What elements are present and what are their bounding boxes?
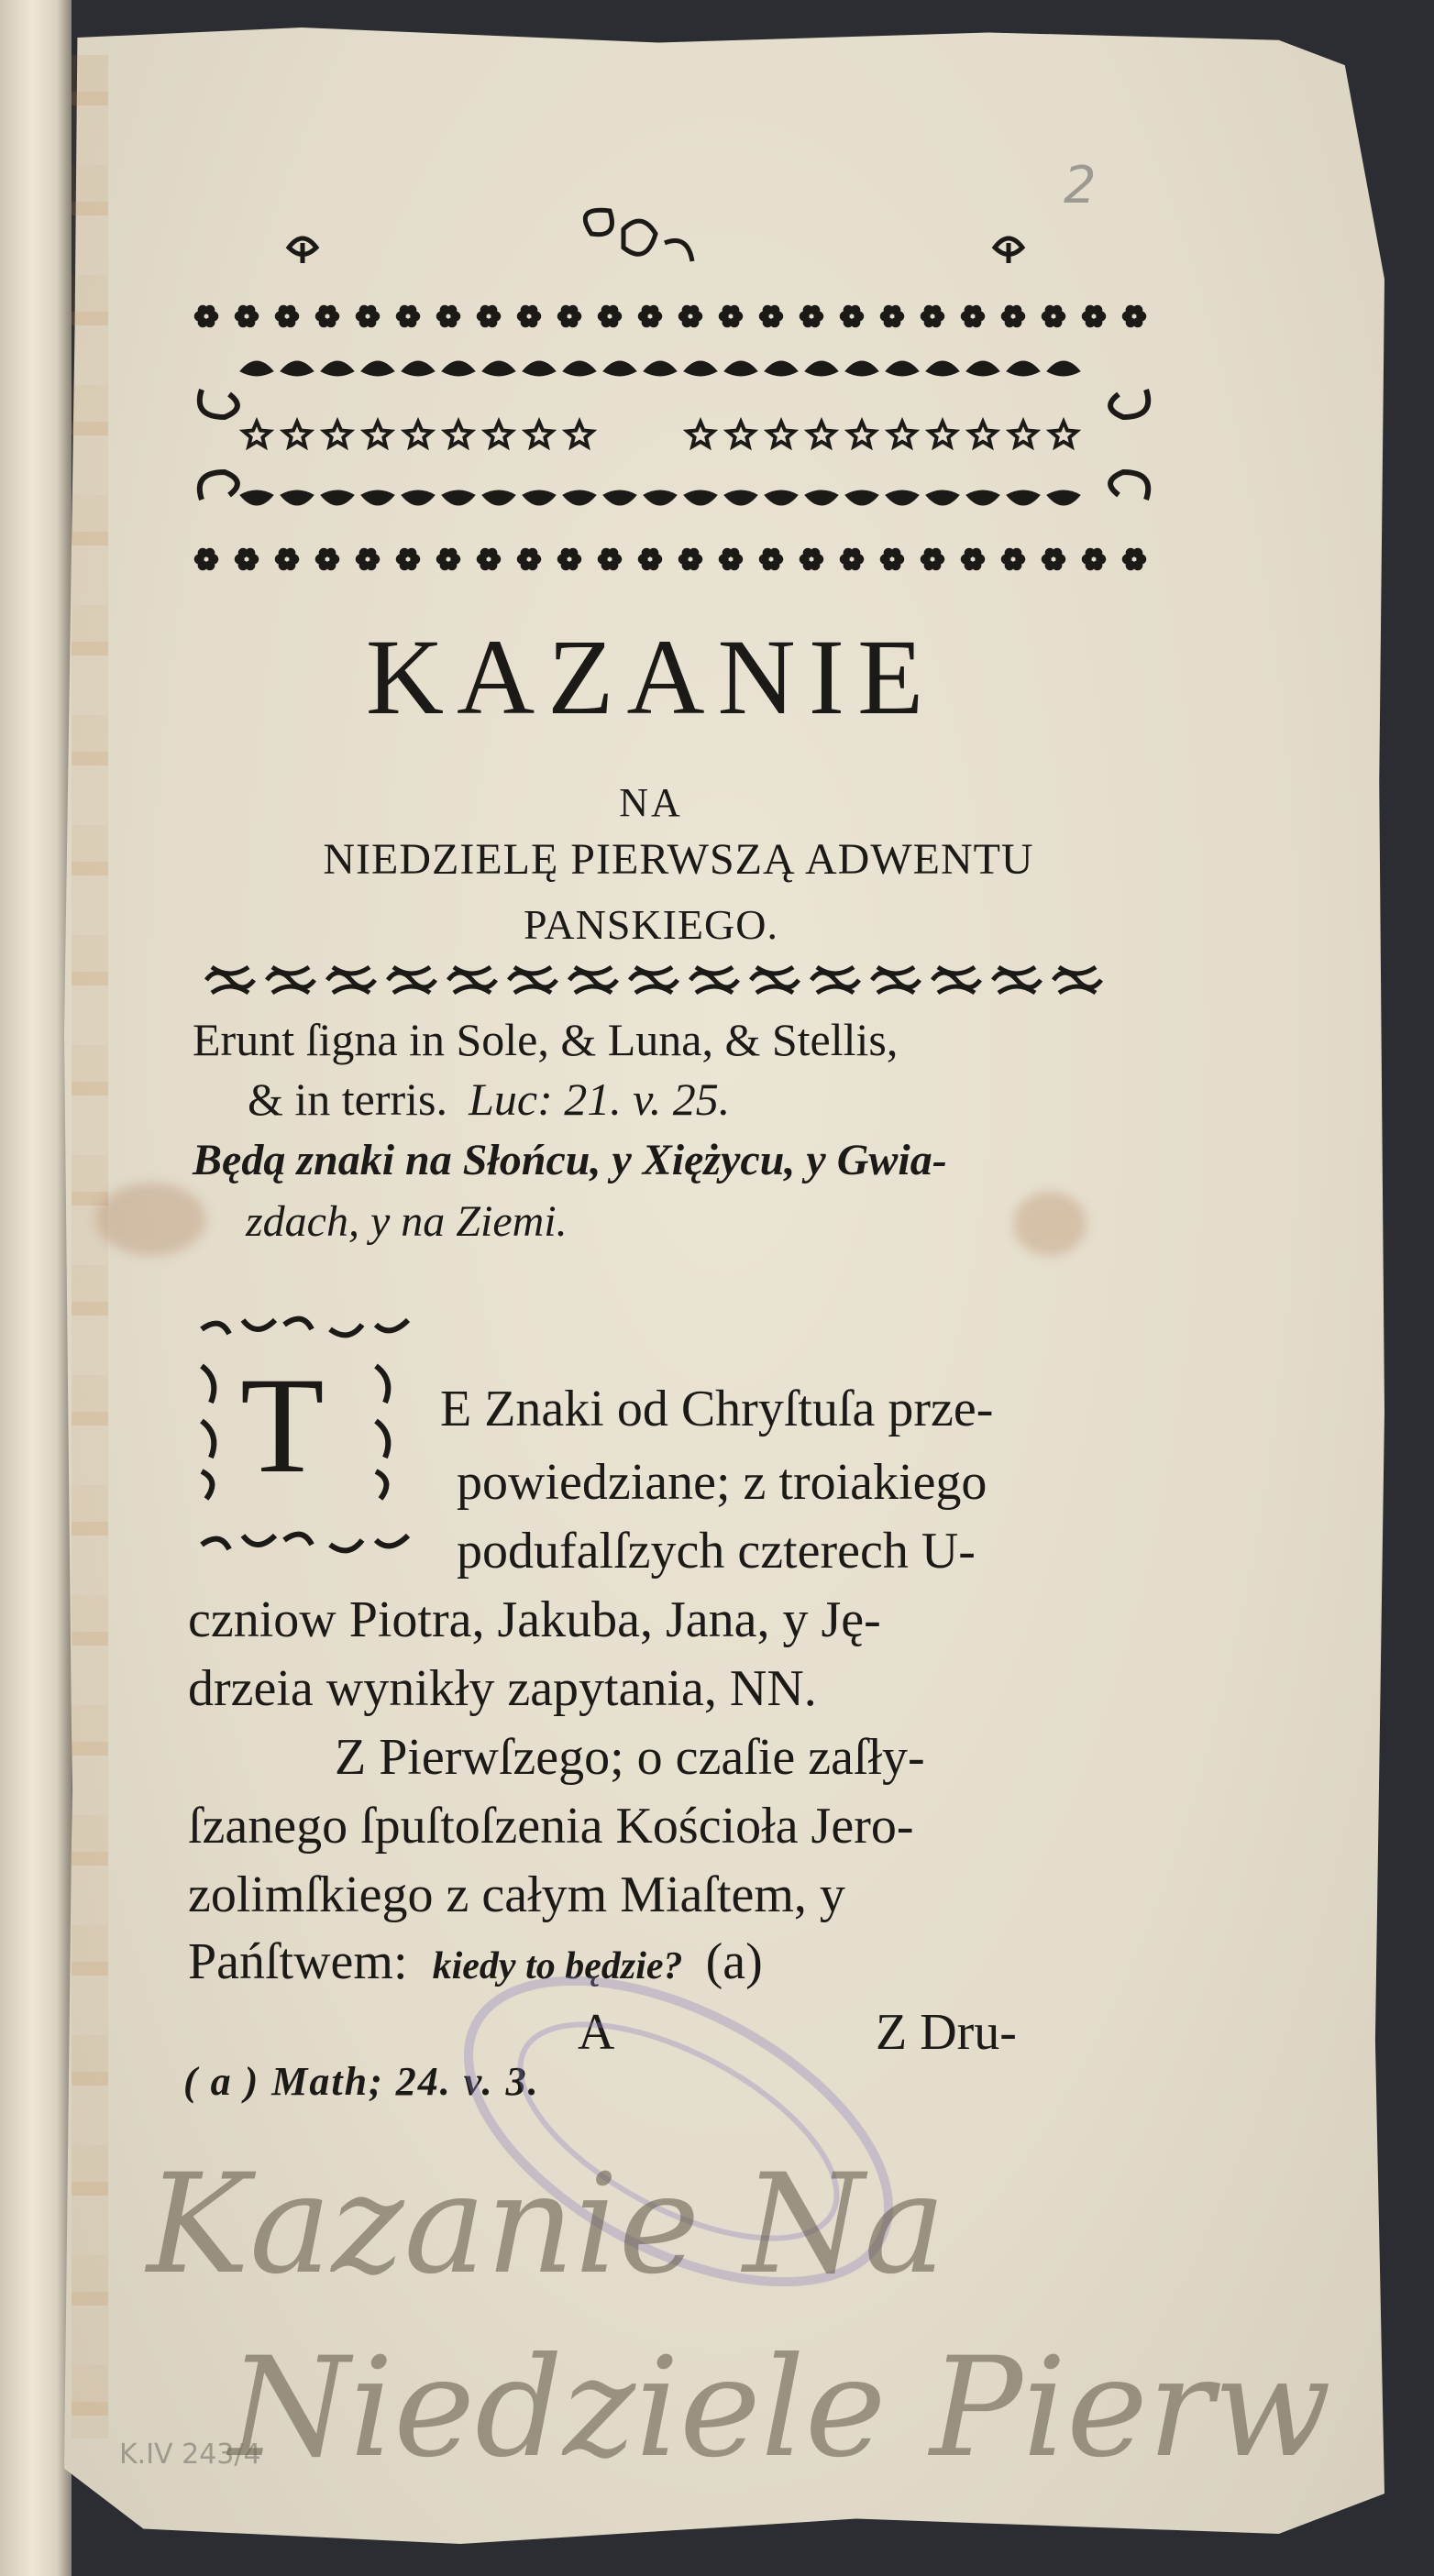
foxing-stains <box>72 55 108 2438</box>
body-line-2: powiedziane; z troiakiego <box>457 1454 987 1511</box>
epigraph-latin-line-2: & in terris. <box>248 1073 448 1125</box>
body-line-6: Z Pierwſzego; o czaſie zaſły- <box>335 1729 925 1786</box>
body-line-9: Pańſtwem: <box>188 1933 408 1990</box>
body-line-3: podufalſzych czterech U- <box>457 1523 976 1580</box>
epigraph-reference: Luc: 21. v. 25. <box>469 1073 731 1125</box>
subtitle-line-2: PANSKIEGO. <box>524 901 778 948</box>
epigraph-polish-line-1: Będą znaki na Słońcu, y Xiężycu, y Gwia- <box>193 1136 947 1184</box>
epigraph-polish-line-2: zdach, y na Ziemi. <box>246 1197 568 1246</box>
body-line-5: drzeia wynikły zapytania, NN. <box>188 1660 817 1717</box>
subtitle-na: NA <box>619 780 683 825</box>
body-line-7: ſzanego ſpuſtoſzenia Kościoła Jero- <box>188 1798 914 1855</box>
water-stain <box>1013 1192 1087 1256</box>
epigraph-latin-line-2-row <box>248 1073 730 1126</box>
pencil-page-number: 2 <box>1064 156 1097 215</box>
water-stain <box>96 1183 206 1256</box>
signature-mark: A <box>578 2004 615 2061</box>
catchword: Z Dru- <box>876 2004 1017 2061</box>
previous-page-edge <box>0 0 72 2576</box>
headpiece-ornament <box>188 206 1160 610</box>
footnote: ( a ) Math; 24. v. 3. <box>183 2059 540 2104</box>
body-line-8: zolimſkiego z całym Miaſtem, y <box>188 1866 845 1923</box>
handwritten-line-1: Kazanie Na <box>147 2145 946 2305</box>
drop-cap: T <box>240 1349 325 1502</box>
handwritten-line-2: Niedziele Pierw <box>229 2328 1331 2488</box>
question-italic: kiedy to będzie? <box>432 1945 683 1987</box>
subtitle-line-1: NIEDZIELĘ PIERWSZĄ ADWENTU <box>323 835 1034 884</box>
footnote-mark: (a) <box>705 1933 763 1990</box>
body-line-4: czniow Piotra, Jakuba, Jana, y Ję- <box>188 1591 881 1648</box>
body-line-1: E Znaki od Chryſtuſa prze- <box>440 1381 994 1437</box>
epigraph-latin-line-1: Erunt ſigna in Sole, & Luna, & Stellis, <box>193 1014 899 1065</box>
divider-ornament <box>197 958 1105 1002</box>
shelfmark: K.IV 243/4 <box>119 2438 261 2471</box>
sermon-title: KAZANIE <box>365 617 937 737</box>
